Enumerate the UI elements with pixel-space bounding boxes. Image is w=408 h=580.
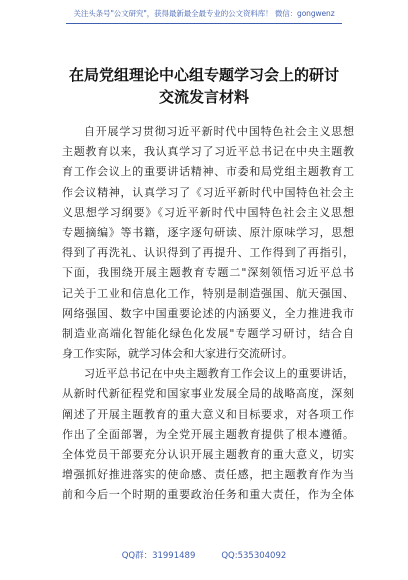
- title-line-1: 在局党组理论中心组专题学习会上的研讨: [68, 66, 339, 84]
- paragraph-line: 全体党员干部要充分认识开展主题教育的重大意义，切实: [62, 448, 354, 461]
- title-line-2: 交流发言材料: [158, 88, 249, 106]
- footer-contact: [0, 549, 408, 561]
- paragraph-line: 专题摘编》等书籍，逐字逐句研读、原汁原味学习，思想: [62, 225, 354, 239]
- paragraph-line: 前和今后一个时期的重要政治任务和重大责任，作为全体: [62, 488, 354, 502]
- paragraph-line: 作出了全面部署，为全党开展主题教育提供了根本遵循。: [62, 427, 354, 441]
- paragraph-line: 身工作实际，就学习体会和大家进行交流研讨。: [62, 347, 293, 361]
- footer-qq: QQ:535304092: [221, 551, 287, 561]
- paragraph-line: 阐述了开展主题教育的重大意义和目标要求，对各项工作: [62, 407, 354, 421]
- paragraph-line: 制造业高端化智能化绿色化发展"专题学习研讨，结合自: [62, 326, 354, 340]
- paragraph-line: 从新时代新征程党和国家事业发展全局的战略高度，深刻: [62, 387, 354, 401]
- paragraph-line: 习近平总书记在中央主题教育工作会议上的重要讲话，: [84, 367, 354, 381]
- header-banner-link[interactable]: 关注头条号"公文研究"，获得最新最全最专业的公文资料库！ 微信：gongwenz: [66, 8, 342, 24]
- paragraph-line: 育工作会议上的重要讲话精神、市委和局党组主题教育工: [62, 165, 354, 179]
- paragraph-line: 记关于工业和信息化工作，特别是制造强国、航天强国、: [62, 286, 354, 300]
- paragraph-line: 得到了再洗礼、认识得到了再提升、工作得到了再指引，: [62, 246, 354, 260]
- document-title: [0, 64, 408, 108]
- paragraph-line: 网络强国、数字中国重要论述的内涵要义，全力推进我市: [62, 306, 354, 320]
- paragraph-line: 自开展学习贯彻习近平新时代中国特色社会主义思想: [84, 125, 354, 138]
- footer-qq-group: QQ群：31991489: [121, 551, 196, 561]
- paragraph-line: 作会议精神，认真学习了《习近平新时代中国特色社会主: [62, 185, 354, 199]
- paragraph-line: 下面，我围绕开展主题教育专题二"深刻领悟习近平总书: [62, 266, 354, 280]
- paragraph-line: 主题教育以来，我认真学习了习近平总书记在中央主题教: [62, 145, 354, 159]
- paragraph-line: 义思想学习纲要》《习近平新时代中国特色社会主义思想: [62, 205, 354, 219]
- document-body: [62, 122, 354, 506]
- paragraph-line: 增强抓好推进落实的使命感、责任感，把主题教育作为当: [62, 468, 354, 482]
